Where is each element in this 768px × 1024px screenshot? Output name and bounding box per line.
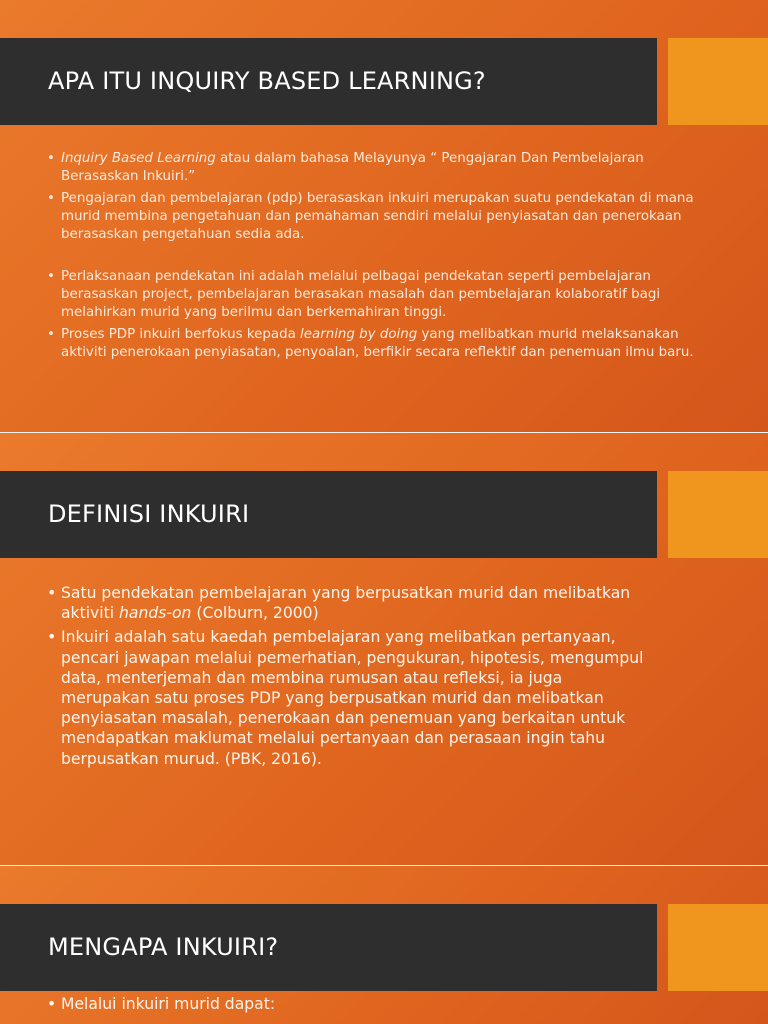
slide-definisi-inkuiri	[0, 433, 768, 865]
title-bar	[0, 904, 657, 991]
bullet-item	[47, 583, 652, 623]
title-bar	[0, 38, 657, 125]
bullet-italic: learning by doing	[300, 327, 418, 342]
bullet-item	[47, 994, 275, 1014]
bullet-italic: hands-on	[119, 604, 192, 623]
bullet-item	[47, 268, 697, 322]
bullet-italic: Inquiry Based Learning	[61, 151, 216, 166]
bullet-item	[47, 150, 697, 186]
slide-mengapa-inkuiri	[0, 866, 768, 1024]
bullet-list	[47, 150, 697, 366]
accent-block	[668, 471, 768, 558]
title-bar	[0, 471, 657, 558]
slide-title: DEFINISI INKUIRI	[48, 500, 250, 528]
bullet-item	[47, 190, 697, 244]
bullet-text: atau dalam bahasa Melayunya “ Pengajaran Dan Pembelajaran Berasaskan Inkuiri.”	[61, 151, 644, 184]
bullet-text: Pengajaran dan pembelajaran (pdp) berasaskan inkuiri merupakan suatu pendekatan di mana murid membina pengetahuan dan pemahaman sendiri melalui penyiasatan dan penerokaan berasaskan pengetahuan sedia ada.	[61, 191, 694, 242]
slide-inquiry-based-learning	[0, 0, 768, 432]
slide-title: MENGAPA INKUIRI?	[48, 933, 279, 961]
bullet-text: (Colburn, 2000)	[191, 604, 319, 623]
bullet-text: yang melibatkan murid melaksanakan aktiviti penerokaan penyiasatan, penyoalan, berfikir secara reflektif dan penemuan ilmu baru.	[61, 327, 694, 360]
bullet-text: Inkuiri adalah satu kaedah pembelajaran yang melibatkan pertanyaan, pencari jawapan melalui pemerhatian, pengukuran, hipotesis, mengumpul data, menterjemah dan membina rumusan atau refleksi, ia juga merupakan satu proses PDP yang berpusatkan murid dan melibatkan penyiasatan masalah, penerokaan dan penemuan yang berkaitan untuk mendapatkan maklumat melalui pertanyaan dan perasaan ingin tahu berpusatkan murud. (PBK, 2016).	[61, 628, 644, 768]
bullet-text: Satu pendekatan pembelajaran yang berpusatkan murid dan melibatkan aktiviti	[61, 584, 631, 623]
bullet-list	[47, 583, 652, 773]
slide-title: APA ITU INQUIRY BASED LEARNING?	[48, 67, 486, 95]
bullet-item	[47, 627, 652, 768]
accent-block	[668, 38, 768, 125]
bullet-text: Melalui inkuiri murid dapat:	[61, 995, 276, 1013]
bullet-item	[47, 326, 697, 362]
accent-block	[668, 904, 768, 991]
bullet-text: Perlaksanaan pendekatan ini adalah melalui pelbagai pendekatan seperti pembelajaran berasaskan project, pembelajaran berasakan masalah dan pembelajaran kolaboratif bagi melahirkan murid yang berilmu dan berkemahiran tinggi.	[61, 269, 661, 320]
bullet-text: Proses PDP inkuiri berfokus kepada	[61, 327, 301, 342]
bullet-list	[47, 994, 275, 1014]
